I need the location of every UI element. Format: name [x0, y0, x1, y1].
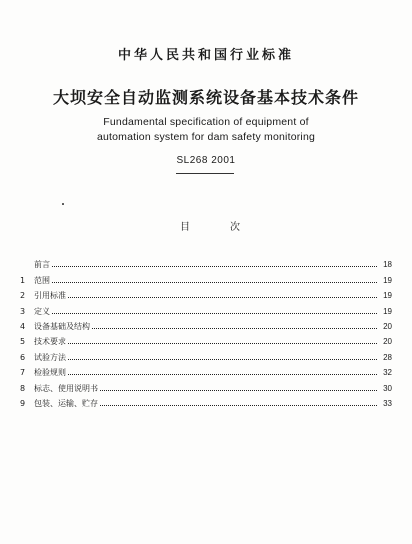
toc-entry-page: 19 [383, 275, 392, 285]
toc-entry-title: 范围 [34, 275, 50, 285]
toc-entry-number: 9 [20, 398, 26, 408]
toc-entry-title: 标志、使用说明书 [34, 383, 98, 393]
toc-leader-dots [68, 359, 377, 360]
toc-entry[interactable] [20, 316, 392, 331]
toc-leader-dots [68, 297, 377, 298]
toc-entry[interactable] [20, 346, 392, 361]
toc-entry[interactable] [20, 393, 392, 408]
standard-title-chinese: 大坝安全自动监测系统设备基本技术条件 [52, 88, 359, 107]
title-divider [176, 173, 234, 174]
toc-heading-char-1: 目 [180, 222, 190, 233]
toc-entry-page: 19 [383, 291, 392, 301]
toc-entry-number: 7 [20, 368, 26, 378]
toc-entry-page: 33 [383, 398, 392, 408]
toc-entry[interactable] [20, 300, 392, 315]
toc-leader-dots [68, 343, 377, 344]
toc-entry-title: 技术要求 [34, 337, 66, 347]
toc-entry-number: 2 [20, 291, 26, 301]
issuer-header: 中华人民共和国行业标准 [117, 48, 294, 63]
toc-entry-page: 28 [383, 352, 392, 362]
toc-entry-title: 检验规则 [34, 368, 66, 378]
toc-leader-dots [52, 266, 377, 267]
toc-leader-dots [68, 374, 377, 375]
toc-entry-page: 19 [383, 306, 392, 316]
table-of-contents [20, 254, 392, 408]
toc-entry-number: 5 [20, 337, 26, 347]
toc-entry-title: 试验方法 [34, 352, 66, 362]
toc-entry-number: 6 [20, 352, 26, 362]
scan-speck [62, 203, 64, 205]
toc-heading-char-2: 次 [230, 222, 240, 233]
toc-entry-title: 引用标准 [34, 291, 66, 301]
toc-entry[interactable] [20, 362, 392, 377]
toc-entry[interactable] [20, 254, 392, 269]
toc-entry[interactable] [20, 285, 392, 300]
toc-entry-title: 前言 [34, 260, 50, 270]
toc-entry-page: 32 [383, 368, 392, 378]
toc-entry[interactable] [20, 331, 392, 346]
toc-entry-number: 3 [20, 306, 26, 316]
toc-entry-title: 定义 [34, 306, 50, 316]
toc-heading [180, 218, 240, 233]
toc-entry-title: 包装、运输、贮存 [34, 398, 98, 408]
toc-entry-number: 4 [20, 321, 26, 331]
toc-leader-dots [92, 328, 377, 329]
toc-entry-title: 设备基础及结构 [34, 321, 90, 331]
toc-leader-dots [52, 282, 377, 283]
toc-leader-dots [100, 405, 377, 406]
toc-entry[interactable] [20, 269, 392, 284]
toc-entry-page: 20 [383, 321, 392, 331]
standard-title-english-line2: automation system for dam safety monitoring [96, 131, 316, 143]
toc-entry-number: 8 [20, 383, 26, 393]
toc-entry-page: 18 [383, 260, 392, 270]
standard-title-english-line1: Fundamental specification of equipment of [103, 116, 309, 128]
toc-entry-number: 1 [20, 275, 26, 285]
toc-entry[interactable] [20, 377, 392, 392]
toc-leader-dots [52, 313, 377, 314]
toc-leader-dots [100, 390, 377, 391]
toc-entry-page: 20 [383, 337, 392, 347]
toc-entry-page: 30 [383, 383, 392, 393]
standard-code: SL268 2001 [176, 155, 236, 166]
